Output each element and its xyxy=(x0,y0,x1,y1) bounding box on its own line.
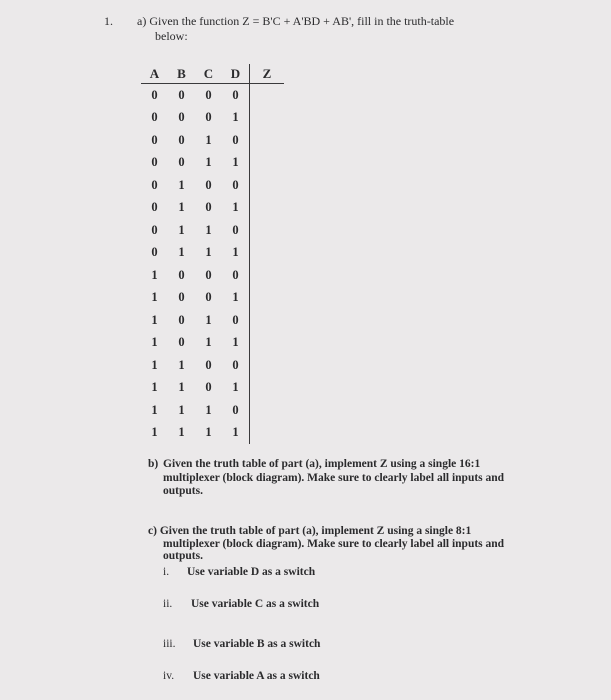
cell-z[interactable] xyxy=(250,174,285,197)
cell-z[interactable] xyxy=(250,309,285,332)
cell-z[interactable] xyxy=(250,152,285,175)
cell-a: 0 xyxy=(151,132,158,147)
truth-table-row xyxy=(141,197,284,220)
part-b-label: b) xyxy=(148,458,159,470)
cell-a: 1 xyxy=(151,335,158,350)
cell-c: 1 xyxy=(205,245,212,260)
cell-a: 1 xyxy=(151,267,158,282)
cell-b: 1 xyxy=(178,222,185,237)
cell-d: 1 xyxy=(232,335,239,350)
cell-b: 1 xyxy=(178,177,185,192)
truth-table-header-row xyxy=(141,64,284,84)
cell-c: 0 xyxy=(205,177,212,192)
cell-b: 0 xyxy=(178,110,185,125)
cell-b: 0 xyxy=(178,290,185,305)
part-c-line-2: multiplexer (block diagram). Make sure to clearly label all inputs and xyxy=(163,537,505,550)
truth-table-row xyxy=(141,422,284,445)
part-b-prompt xyxy=(148,458,528,499)
cell-z[interactable] xyxy=(250,242,285,265)
cell-a: 1 xyxy=(151,380,158,395)
truth-table xyxy=(141,64,284,444)
cell-c: 0 xyxy=(205,87,212,102)
cell-z[interactable] xyxy=(250,107,285,130)
cell-a: 1 xyxy=(151,402,158,417)
cell-z[interactable] xyxy=(250,287,285,310)
cell-c: 0 xyxy=(205,290,212,305)
cell-d: 1 xyxy=(232,155,239,170)
cell-b: 1 xyxy=(178,380,185,395)
part-c-subitem-1 xyxy=(163,566,315,578)
subitem-number: iii. xyxy=(163,638,176,650)
header-a: A xyxy=(141,64,168,84)
cell-b: 0 xyxy=(178,335,185,350)
cell-z[interactable] xyxy=(250,399,285,422)
part-c-label: c) xyxy=(148,525,157,537)
cell-b: 1 xyxy=(178,357,185,372)
part-b-line-3: outputs. xyxy=(163,485,203,497)
truth-table-body xyxy=(141,84,284,445)
subitem-number: ii. xyxy=(163,598,173,610)
cell-d: 0 xyxy=(232,312,239,327)
subitem-text: Use variable D as a switch xyxy=(187,566,316,578)
cell-a: 1 xyxy=(151,425,158,440)
cell-z[interactable] xyxy=(250,197,285,220)
cell-d: 1 xyxy=(232,245,239,260)
cell-a: 1 xyxy=(151,312,158,327)
part-a-prompt xyxy=(137,14,537,44)
cell-z[interactable] xyxy=(250,219,285,242)
truth-table-row xyxy=(141,354,284,377)
cell-z[interactable] xyxy=(250,354,285,377)
cell-c: 0 xyxy=(205,110,212,125)
cell-d: 0 xyxy=(232,222,239,237)
part-a-line-1: a) Given the function Z = B'C + A'BD + AB', fill in the truth-table xyxy=(137,14,455,28)
truth-table-row xyxy=(141,129,284,152)
cell-a: 0 xyxy=(151,87,158,102)
cell-a: 0 xyxy=(151,155,158,170)
cell-d: 0 xyxy=(232,402,239,417)
cell-c: 1 xyxy=(205,402,212,417)
subitem-number: i. xyxy=(163,566,170,578)
header-b: B xyxy=(168,64,195,84)
truth-table-row xyxy=(141,377,284,400)
cell-d: 1 xyxy=(232,110,239,125)
cell-d: 1 xyxy=(232,290,239,305)
cell-z[interactable] xyxy=(250,264,285,287)
header-z: Z xyxy=(250,64,285,84)
cell-z[interactable] xyxy=(250,84,285,107)
cell-a: 0 xyxy=(151,222,158,237)
cell-c: 1 xyxy=(205,155,212,170)
truth-table-row xyxy=(141,332,284,355)
cell-b: 0 xyxy=(178,312,185,327)
cell-c: 1 xyxy=(205,425,212,440)
cell-c: 1 xyxy=(205,335,212,350)
truth-table-row xyxy=(141,399,284,422)
part-c-line-1: Given the truth table of part (a), implement Z using a single 8:1 xyxy=(159,525,472,537)
header-d: D xyxy=(222,64,250,84)
truth-table-row xyxy=(141,264,284,287)
cell-c: 0 xyxy=(205,357,212,372)
cell-b: 1 xyxy=(178,245,185,260)
part-c-subitem-4 xyxy=(163,670,320,682)
cell-a: 0 xyxy=(151,177,158,192)
part-c-prompt xyxy=(148,525,528,563)
cell-z[interactable] xyxy=(250,129,285,152)
cell-b: 0 xyxy=(178,267,185,282)
cell-c: 0 xyxy=(205,380,212,395)
truth-table-row xyxy=(141,219,284,242)
cell-c: 0 xyxy=(205,200,212,215)
question-number: 1. xyxy=(104,14,113,28)
part-c-line-3: outputs. xyxy=(163,550,203,562)
cell-b: 1 xyxy=(178,425,185,440)
cell-d: 0 xyxy=(232,267,239,282)
truth-table-row xyxy=(141,174,284,197)
truth-table-row xyxy=(141,242,284,265)
cell-a: 0 xyxy=(151,245,158,260)
cell-z[interactable] xyxy=(250,332,285,355)
cell-b: 0 xyxy=(178,155,185,170)
cell-b: 1 xyxy=(178,200,185,215)
truth-table-row xyxy=(141,309,284,332)
truth-table-row xyxy=(141,287,284,310)
cell-d: 1 xyxy=(232,200,239,215)
subitem-text: Use variable C as a switch xyxy=(191,598,320,610)
cell-d: 1 xyxy=(232,425,239,440)
cell-d: 1 xyxy=(232,380,239,395)
cell-d: 0 xyxy=(232,132,239,147)
cell-b: 0 xyxy=(178,132,185,147)
part-c-subitem-3 xyxy=(163,638,320,650)
cell-z[interactable] xyxy=(250,377,285,400)
truth-table-row xyxy=(141,84,284,107)
cell-c: 1 xyxy=(205,312,212,327)
cell-c: 1 xyxy=(205,132,212,147)
cell-d: 0 xyxy=(232,87,239,102)
cell-a: 0 xyxy=(151,200,158,215)
cell-b: 0 xyxy=(178,87,185,102)
truth-table-row xyxy=(141,107,284,130)
cell-b: 1 xyxy=(178,402,185,417)
subitem-text: Use variable B as a switch xyxy=(193,638,321,650)
part-b-line-2: multiplexer (block diagram). Make sure to clearly label all inputs and xyxy=(163,471,505,484)
part-c-subitem-2 xyxy=(163,598,319,610)
header-c: C xyxy=(195,64,222,84)
cell-a: 1 xyxy=(151,357,158,372)
cell-c: 0 xyxy=(205,267,212,282)
cell-d: 0 xyxy=(232,357,239,372)
cell-a: 0 xyxy=(151,110,158,125)
subitem-text: Use variable A as a switch xyxy=(193,670,320,682)
cell-c: 1 xyxy=(205,222,212,237)
truth-table-row xyxy=(141,152,284,175)
cell-d: 0 xyxy=(232,177,239,192)
cell-z[interactable] xyxy=(250,422,285,445)
part-a-line-2: below: xyxy=(155,29,188,43)
cell-a: 1 xyxy=(151,290,158,305)
subitem-number: iv. xyxy=(163,670,175,682)
part-b-line-1: Given the truth table of part (a), implement Z using a single 16:1 xyxy=(163,458,481,470)
